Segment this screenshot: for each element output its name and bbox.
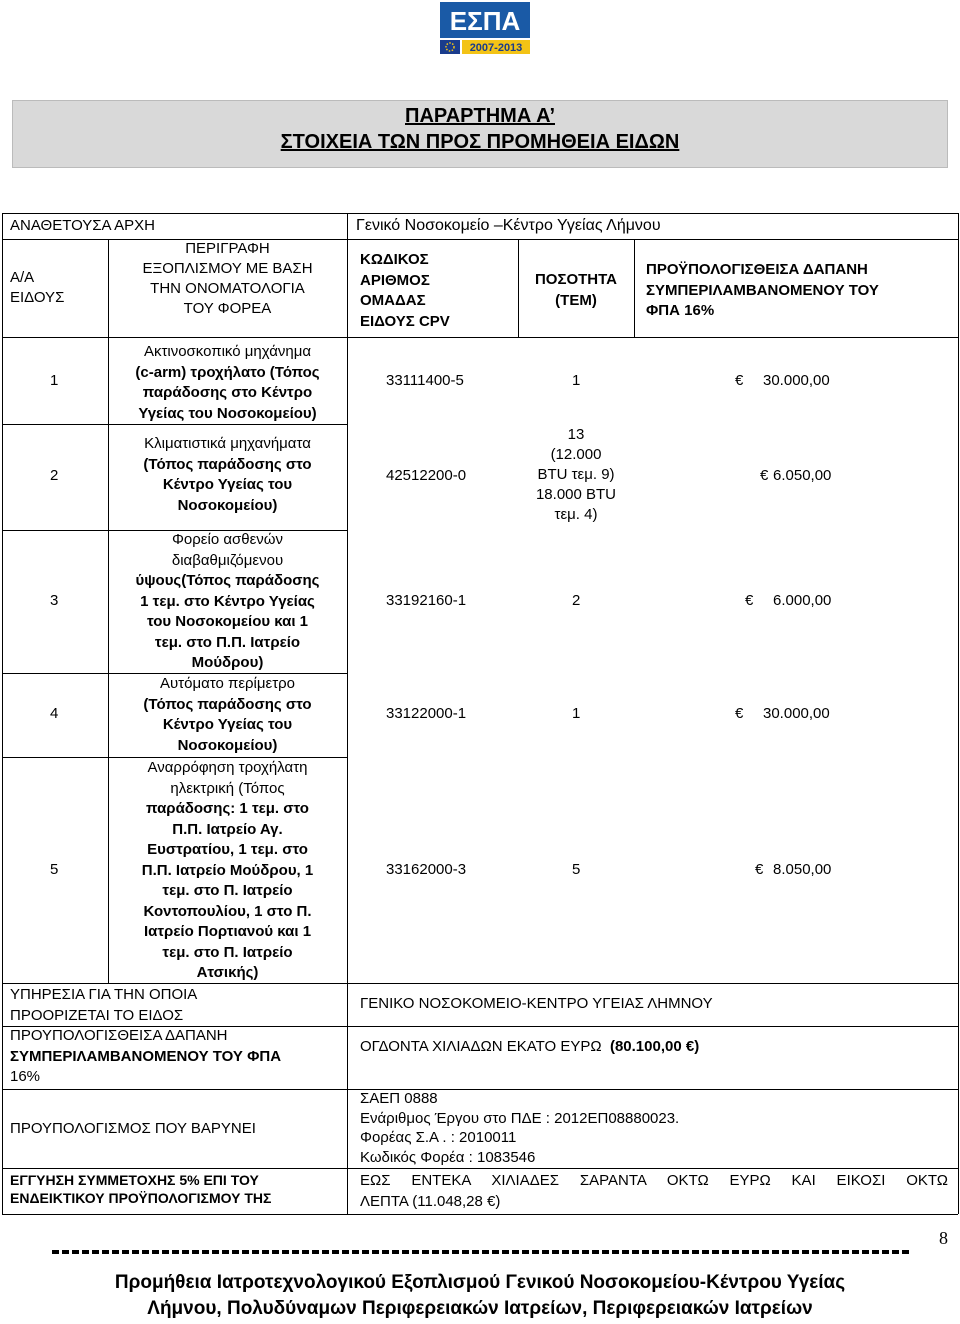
item-currency: € — [760, 467, 769, 484]
annex-title: ΠΑΡΑΡΤΗΜΑ Α’ — [405, 105, 555, 127]
page-number: 8 — [939, 1228, 948, 1248]
header-budget: ΠΡΟΫΠΟΛΟΓΙΣΘΕΙΣΑ ΔΑΠΑΝΗ ΣΥΜΠΕΡΙΛΑΜΒΑΝΟΜΕΝΟΥ ΤΟΥ ΦΠΑ 16% — [646, 261, 879, 319]
item-cpv-code: 33162000-3 — [386, 861, 467, 878]
service-value: ΓΕΝΙΚΟ ΝΟΣΟΚΟΜΕΙΟ-ΚΕΝΤΡΟ ΥΓΕΙΑΣ ΛΗΜΝΟΥ — [360, 995, 713, 1012]
item-quantity: 1 — [572, 705, 581, 722]
header-description: ΠΕΡΙΓΡΑΦΗ ΕΞΟΠΛΙΣΜΟΥ ΜΕ ΒΑΣΗ ΤΗΝ ΟΝΟΜΑΤΟΛΟΓΙΑ ΤΟΥ ΦΟΡΕΑ — [142, 240, 313, 317]
item-aa: 4 — [50, 705, 59, 722]
item-currency: € — [735, 705, 744, 722]
item-quantity: 5 — [572, 861, 581, 878]
guarantee-value: ΕΩΣ ΕΝΤΕΚΑ ΧΙΛΙΑΔΕΣ ΣΑΡΑΝΤΑ ΟΚΤΩ ΕΥΡΩ ΚΑΙ ΕΙΚΟΣΙ ΟΚΤΩ ΛΕΠΤΑ (11.048,28 €) — [360, 1172, 948, 1210]
burden-label: ΠΡΟΥΠΟΛΟΓΙΣΜΟΣ ΠΟΥ ΒΑΡΥΝΕΙ — [10, 1120, 256, 1137]
item-quantity: 2 — [572, 592, 581, 609]
logo-years: 2007-2013 — [469, 42, 523, 54]
item-cpv-code: 33192160-1 — [386, 592, 467, 609]
footer-divider — [52, 1250, 912, 1254]
item-currency: € — [735, 372, 744, 389]
item-amount: 30.000,00 — [763, 705, 830, 722]
item-cpv-code: 42512200-0 — [386, 467, 467, 484]
item-amount: 6.050,00 — [773, 467, 832, 484]
header-aa: Α/Α ΕΙΔΟΥΣ — [10, 269, 65, 306]
authority-value: Γενικό Νοσοκομείο –Κέντρο Υγείας Λήμνου — [356, 217, 661, 234]
item-amount: 30.000,00 — [763, 372, 830, 389]
item-quantity: 13 (12.000 BTU τεμ. 9) 18.000 BTU τεμ. 4) — [535, 426, 617, 523]
footer-line-2: Λήμνου, Πολυδύναμων Περιφερειακών Ιατρείων, Περιφερειακών Ιατρείων — [147, 1298, 813, 1319]
budget-label: ΠΡΟΥΠΟΛΟΓΙΣΘΕΙΣΑ ΔΑΠΑΝΗ ΣΥΜΠΕΡΙΛΑΜΒΑΝΟΜΕΝΟΥ ΤΟΥ ΦΠΑ 16% — [10, 1027, 282, 1085]
item-description: Αυτόματο περίμετρο (Τόπος παράδοσης στο Κέντρο Υγείας του Νοσοκομείου) — [143, 675, 312, 754]
item-aa: 2 — [50, 467, 59, 484]
logo-text: ΕΣΠΑ — [449, 6, 521, 36]
header-quantity: ΠΟΣΟΤΗΤΑ (ΤΕΜ) — [534, 271, 618, 309]
item-aa: 3 — [50, 592, 59, 609]
item-currency: € — [745, 592, 754, 609]
item-description: Ακτινοσκοπικό μηχάνημα (c-arm) τροχήλατο (Τόπος παράδοσης στο Κέντρο Υγείας του Νοσοκομείου) — [135, 343, 320, 422]
item-cpv-code: 33122000-1 — [386, 705, 467, 722]
item-quantity: 1 — [572, 372, 581, 389]
item-amount: 6.000,00 — [773, 592, 832, 609]
header-cpv-code: ΚΩΔΙΚΟΣ ΑΡΙΘΜΟΣ ΟΜΑΔΑΣ ΕΙΔΟΥΣ CPV — [360, 251, 450, 330]
service-label: ΥΠΗΡΕΣΙΑ ΓΙΑ ΤΗΝ ΟΠΟΙΑ ΠΡΟΟΡΙΖΕΤΑΙ ΤΟ ΕΙΔΟΣ — [10, 986, 198, 1024]
item-cpv-code: 33111400-5 — [386, 372, 464, 389]
footer-line-1: Προμήθεια Ιατροτεχνολογικού Εξοπλισμού Γενικού Νοσοκομείου-Κέντρου Υγείας — [114, 1272, 846, 1293]
item-aa: 1 — [50, 372, 59, 389]
item-description: Αναρρόφηση τροχήλατη ηλεκτρική (Τόπος παράδοσης: 1 τεμ. στο Π.Π. Ιατρείο Αγ. Ευστρατίου, 1 τεμ. στο Π.Π. Ιατρείο Μούδρου, 1 τεμ. στο Π. Ιατρείο Κοντοπουλίου, 1 στο Π. Ιατρείο Πορτιανού και 1 τεμ. στο Π. Ιατρείο Ατσικής) — [141, 759, 314, 981]
item-currency: € — [755, 861, 764, 878]
espa-logo — [440, 2, 530, 57]
annex-subtitle: ΣΤΟΙΧΕΙΑ ΤΩΝ ΠΡΟΣ ΠΡΟΜΗΘΕΙΑ ΕΙΔΩΝ — [280, 131, 680, 153]
title-box — [12, 100, 948, 168]
item-amount: 8.050,00 — [773, 861, 832, 878]
guarantee-label: ΕΓΓΥΗΣΗ ΣΥΜΜΕΤΟΧΗΣ 5% ΕΠΙ ΤΟΥ ΕΝΔΕΙΚΤΙΚΟΥ ΠΡΟΫΠΟΛΟΓΙΣΜΟΥ ΤΗΣ — [10, 1172, 272, 1206]
budget-value: ΟΓΔΟΝΤΑ ΧΙΛΙΑΔΩΝ ΕΚΑΤΟ ΕΥΡΩ (80.100,00 €) — [360, 1038, 700, 1055]
item-description: Κλιματιστικά μηχανήματα (Τόπος παράδοσης στο Κέντρο Υγείας του Νοσοκομείου) — [143, 435, 312, 514]
authority-label: ΑΝΑΘΕΤΟΥΣΑ ΑΡΧΗ — [10, 217, 155, 234]
item-aa: 5 — [50, 861, 59, 878]
item-description: Φορείο ασθενών διαβαθμιζόμενου ύψους(Τόπος παράδοσης 1 τεμ. στο Κέντρο Υγείας του Νοσοκομείου και 1 τεμ. στο Π.Π. Ιατρείο Μούδρου) — [135, 531, 320, 671]
burden-values: ΣΑΕΠ 0888 Ενάριθμος Έργου στο ΠΔΕ : 2012ΕΠ08880023. Φορέας Σ.Α . : 2010011 Κωδικός Φορέα : 1083546 — [360, 1090, 680, 1166]
